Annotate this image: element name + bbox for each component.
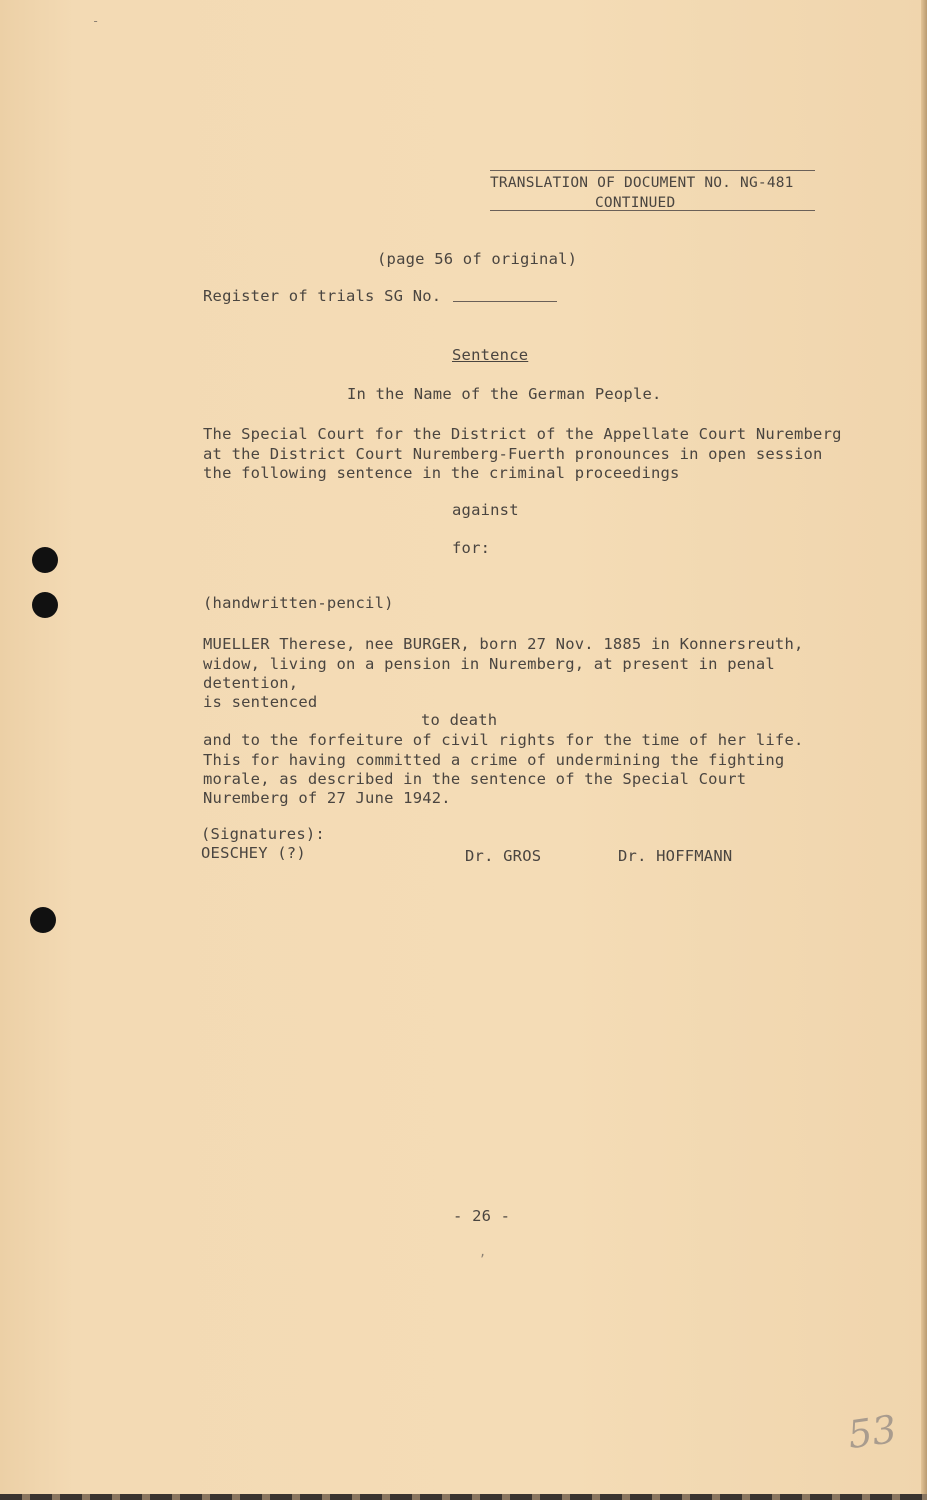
register-line: Register of trials SG No. <box>203 287 442 305</box>
signature-gros: Dr. GROS <box>465 847 542 865</box>
header-continued: CONTINUED <box>595 195 676 211</box>
punch-hole-top <box>32 547 58 573</box>
handwritten-note: (handwritten-pencil) <box>203 594 394 612</box>
intro-line-3: the following sentence in the criminal proceedings <box>203 464 680 482</box>
corner-mark: - <box>92 14 100 28</box>
body-line-3: detention, <box>203 674 299 692</box>
intro-line-1: The Special Court for the District of the Appellate Court Nuremberg <box>203 425 842 443</box>
signatures-label: (Signatures): <box>201 825 325 843</box>
conclusion-line-1: and to the forfeiture of civil rights for the time of her life. <box>203 731 804 749</box>
for-label: for: <box>452 539 491 557</box>
punch-hole-bottom <box>30 907 56 933</box>
signature-oeschey: OESCHEY (?) <box>201 844 306 862</box>
register-blank <box>453 301 557 302</box>
handwritten-page-number: 53 <box>845 1406 900 1458</box>
sentence-title: Sentence <box>452 346 529 364</box>
page-reference: (page 56 of original) <box>377 250 578 268</box>
body-line-2: widow, living on a pension in Nuremberg, at present in penal <box>203 655 775 673</box>
document-header: TRANSLATION OF DOCUMENT NO. NG-481 <box>490 175 794 191</box>
punch-hole-middle <box>32 592 58 618</box>
conclusion-line-4: Nuremberg of 27 June 1942. <box>203 789 451 807</box>
body-line-4: is sentenced <box>203 693 318 711</box>
small-mark: , <box>479 1245 487 1259</box>
page-edge-bottom <box>0 1494 927 1500</box>
header-top-rule <box>490 170 815 171</box>
page-number: - 26 - <box>453 1207 511 1225</box>
page-edge-right <box>921 0 927 1500</box>
signature-hoffmann: Dr. HOFFMANN <box>618 847 733 865</box>
body-line-1: MUELLER Therese, nee BURGER, born 27 Nov. 1885 in Konnersreuth, <box>203 635 804 653</box>
against-label: against <box>452 501 519 519</box>
sentence-subtitle: In the Name of the German People. <box>347 385 662 403</box>
sentence-verdict: to death <box>421 711 498 729</box>
intro-line-2: at the District Court Nuremberg-Fuerth pronounces in open session <box>203 445 823 463</box>
conclusion-line-2: This for having committed a crime of undermining the fighting <box>203 751 785 769</box>
conclusion-line-3: morale, as described in the sentence of the Special Court <box>203 770 747 788</box>
